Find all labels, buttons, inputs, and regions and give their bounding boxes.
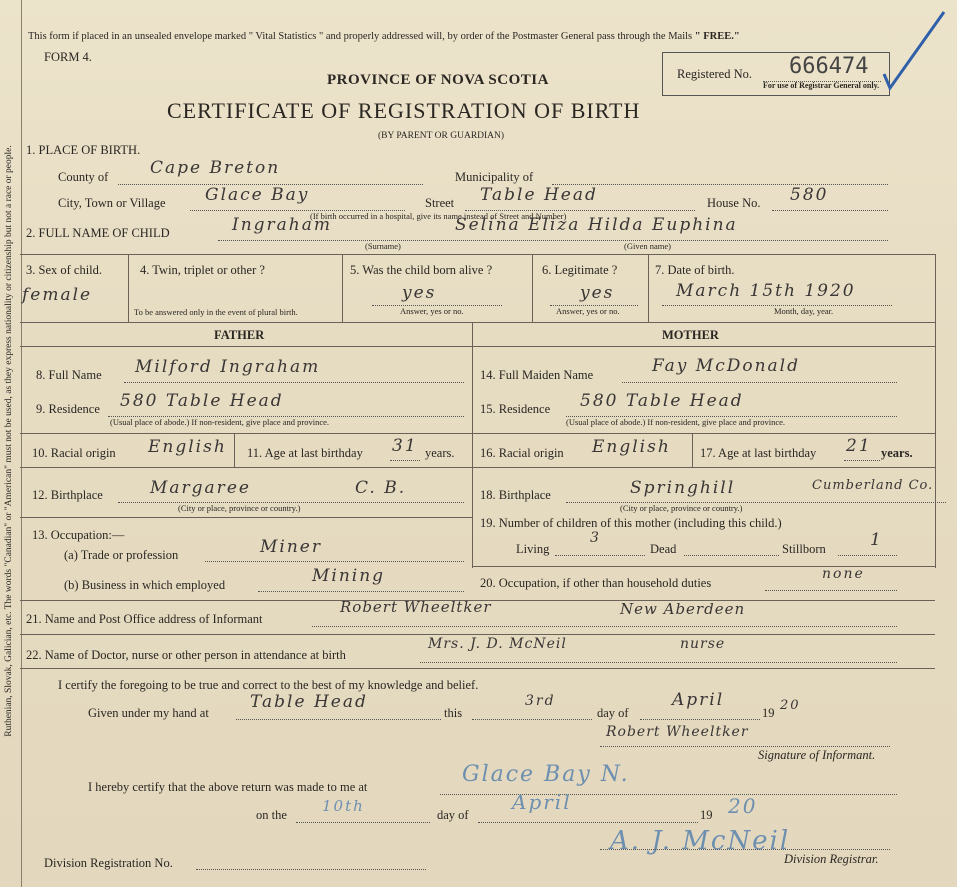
signature-label: Signature of Informant. [758,748,876,762]
father-occupation-label: 13. Occupation:— [32,528,125,542]
county-label: County of [58,170,109,184]
father-res-label: 9. Residence [36,402,100,416]
form-number: FORM 4. [44,50,92,64]
father-age-label: 11. Age at last birthday [247,446,363,460]
registrar-day: 10th [322,797,365,815]
place-heading: 1. PLACE OF BIRTH. [26,143,141,157]
notice-free: " FREE." [694,31,740,42]
twin-note: To be answered only in the event of plural birth. [134,307,298,317]
doctor-role: nurse [680,636,726,652]
margin-rule [21,0,22,887]
father-race-label: 10. Racial origin [32,446,116,460]
mother-residence: 580 Table Head [580,391,744,411]
province-heading: PROVINCE OF NOVA SCOTIA [327,72,549,88]
alive-note: Answer, yes or no. [400,306,464,316]
mother-res-note: (Usual place of abode.) If non-resident, give place and province. [566,417,786,427]
mother-res-label: 15. Residence [480,402,551,416]
father-age: 31 [392,436,418,456]
given-day: 3rd [525,693,556,709]
registrar-text: I hereby certify that the above return was made to me at [88,780,368,794]
mother-occupation: none [822,566,865,582]
twin-label: 4. Twin, triplet or other ? [140,263,265,277]
informant-signature: Robert Wheeltker [606,724,749,740]
father-name-label: 8. Full Name [36,368,102,382]
mother-name-label: 14. Full Maiden Name [480,368,594,382]
father-res-note: (Usual place of abode.) If non-resident, give place and province. [110,417,330,427]
registered-note: For use of Registrar General only. [763,81,880,90]
registrar-year: 20 [728,794,758,818]
this-label: this [444,706,463,720]
given-caption: (Given name) [624,241,671,251]
father-years: years. [425,446,455,460]
father-heading: FATHER [214,328,265,342]
father-name: Milford Ingraham [135,357,321,377]
certify-text: I certify the foregoing to be true and correct to the best of my knowledge and belief. [58,678,479,692]
notice-text: This form if placed in an unsealed envelope marked " Vital Statistics " and properly addressed will, by order of the Postmaster General pass through the Mails [28,31,693,42]
legit-value: yes [580,283,615,303]
registrar-month: April [512,790,572,814]
street-value: Table Head [480,185,598,205]
on-the-label: on the [256,808,287,822]
informant-name: Robert Wheeltker [340,598,492,616]
father-trade: Miner [260,537,322,557]
day-of-label: day of [597,706,629,720]
mother-occupation-label: 20. Occupation, if other than household duties [480,576,712,590]
father-residence: 580 Table Head [120,391,284,411]
county-value: Cape Breton [150,158,281,178]
child-given-name: Selina Eliza Hilda Euphina [455,215,738,235]
father-birthplace: Margaree [150,478,251,498]
mother-name: Fay McDonald [652,356,800,376]
mother-race-label: 16. Racial origin [480,446,564,460]
given-label: Given under my hand at [88,706,209,720]
stillborn-value: 1 [870,530,883,550]
mother-heading: MOTHER [662,328,719,342]
mother-birthplace-county: Cumberland Co. [812,478,934,493]
date-label: 7. Date of birth. [655,263,735,277]
mother-birthplace-label: 18. Birthplace [480,488,551,502]
division-registrar-label: Division Registrar. [784,852,879,866]
informant-address: New Aberdeen [620,600,746,618]
registrar-year-prefix: 19 [700,808,713,822]
informant-label: 21. Name and Post Office address of Informant [26,612,263,626]
alive-value: yes [402,283,437,303]
check-mark-icon [880,8,950,93]
date-value: March 15th 1920 [676,281,856,301]
father-bp-note: (City or place, province or country.) [178,503,301,513]
municipality-label: Municipality of [455,170,534,184]
father-race: English [148,437,227,457]
mother-bp-note: (City or place, province or country.) [620,503,743,513]
mother-years: years. [881,446,913,460]
mailing-notice [28,31,740,42]
father-birthplace-label: 12. Birthplace [32,488,103,502]
doctor-name: Mrs. J. D. McNeil [428,636,567,652]
city-value: Glace Bay [205,185,310,205]
date-note: Month, day, year. [774,306,834,316]
child-name-label: 2. FULL NAME OF CHILD [26,226,170,240]
sex-value: female [22,285,93,305]
stillborn-label: Stillborn [782,542,826,556]
sex-label: 3. Sex of child. [26,263,103,277]
registrar-day-label: day of [437,808,469,822]
children-label: 19. Number of children of this mother (including this child.) [480,516,782,530]
mother-race: English [592,437,671,457]
mother-age-label: 17. Age at last birthday [700,446,817,460]
given-month: April [672,690,725,710]
registered-box [662,52,890,96]
dead-label: Dead [650,542,677,556]
father-birthplace-province: C. B. [355,478,407,498]
given-place: Table Head [250,692,368,712]
sidebar-note [0,0,20,887]
hospital-note: (If birth occurred in a hospital, give its name instead of Street and Number) [310,211,567,221]
living-value: 3 [590,530,601,546]
registered-number: 666474 [789,54,869,79]
father-business-label: (b) Business in which employed [64,578,226,592]
subtitle: (BY PARENT OR GUARDIAN) [378,131,505,141]
house-label: House No. [707,196,761,210]
registrar-signature: A. J. McNeil [610,826,791,856]
mother-birthplace: Springhill [630,478,736,498]
house-value: 580 [790,185,829,205]
legit-note: Answer, yes or no. [556,306,620,316]
given-year: 20 [780,698,801,713]
legit-label: 6. Legitimate ? [542,263,618,277]
street-label: Street [425,196,455,210]
living-label: Living [516,542,550,556]
registrar-place: Glace Bay N. [462,762,630,787]
division-number-label: Division Registration No. [44,856,173,870]
registered-label: Registered No. [677,67,752,81]
father-business: Mining [312,566,386,586]
page-title: CERTIFICATE OF REGISTRATION OF BIRTH [167,98,641,123]
child-surname: Ingraham [232,215,333,235]
surname-caption: (Surname) [365,241,401,251]
year-prefix: 19 [762,706,775,720]
mother-age: 21 [846,436,872,456]
father-trade-label: (a) Trade or profession [64,548,179,562]
doctor-label: 22. Name of Doctor, nurse or other person in attendance at birth [26,648,346,662]
sidebar-text: Ruthenian, Slovak, Galician, etc. The words "Canadian" or "American" must not be used, as they express nationality or citizenship but not a race or people. [4,145,14,737]
alive-label: 5. Was the child born alive ? [350,263,493,277]
city-label: City, Town or Village [58,196,166,210]
